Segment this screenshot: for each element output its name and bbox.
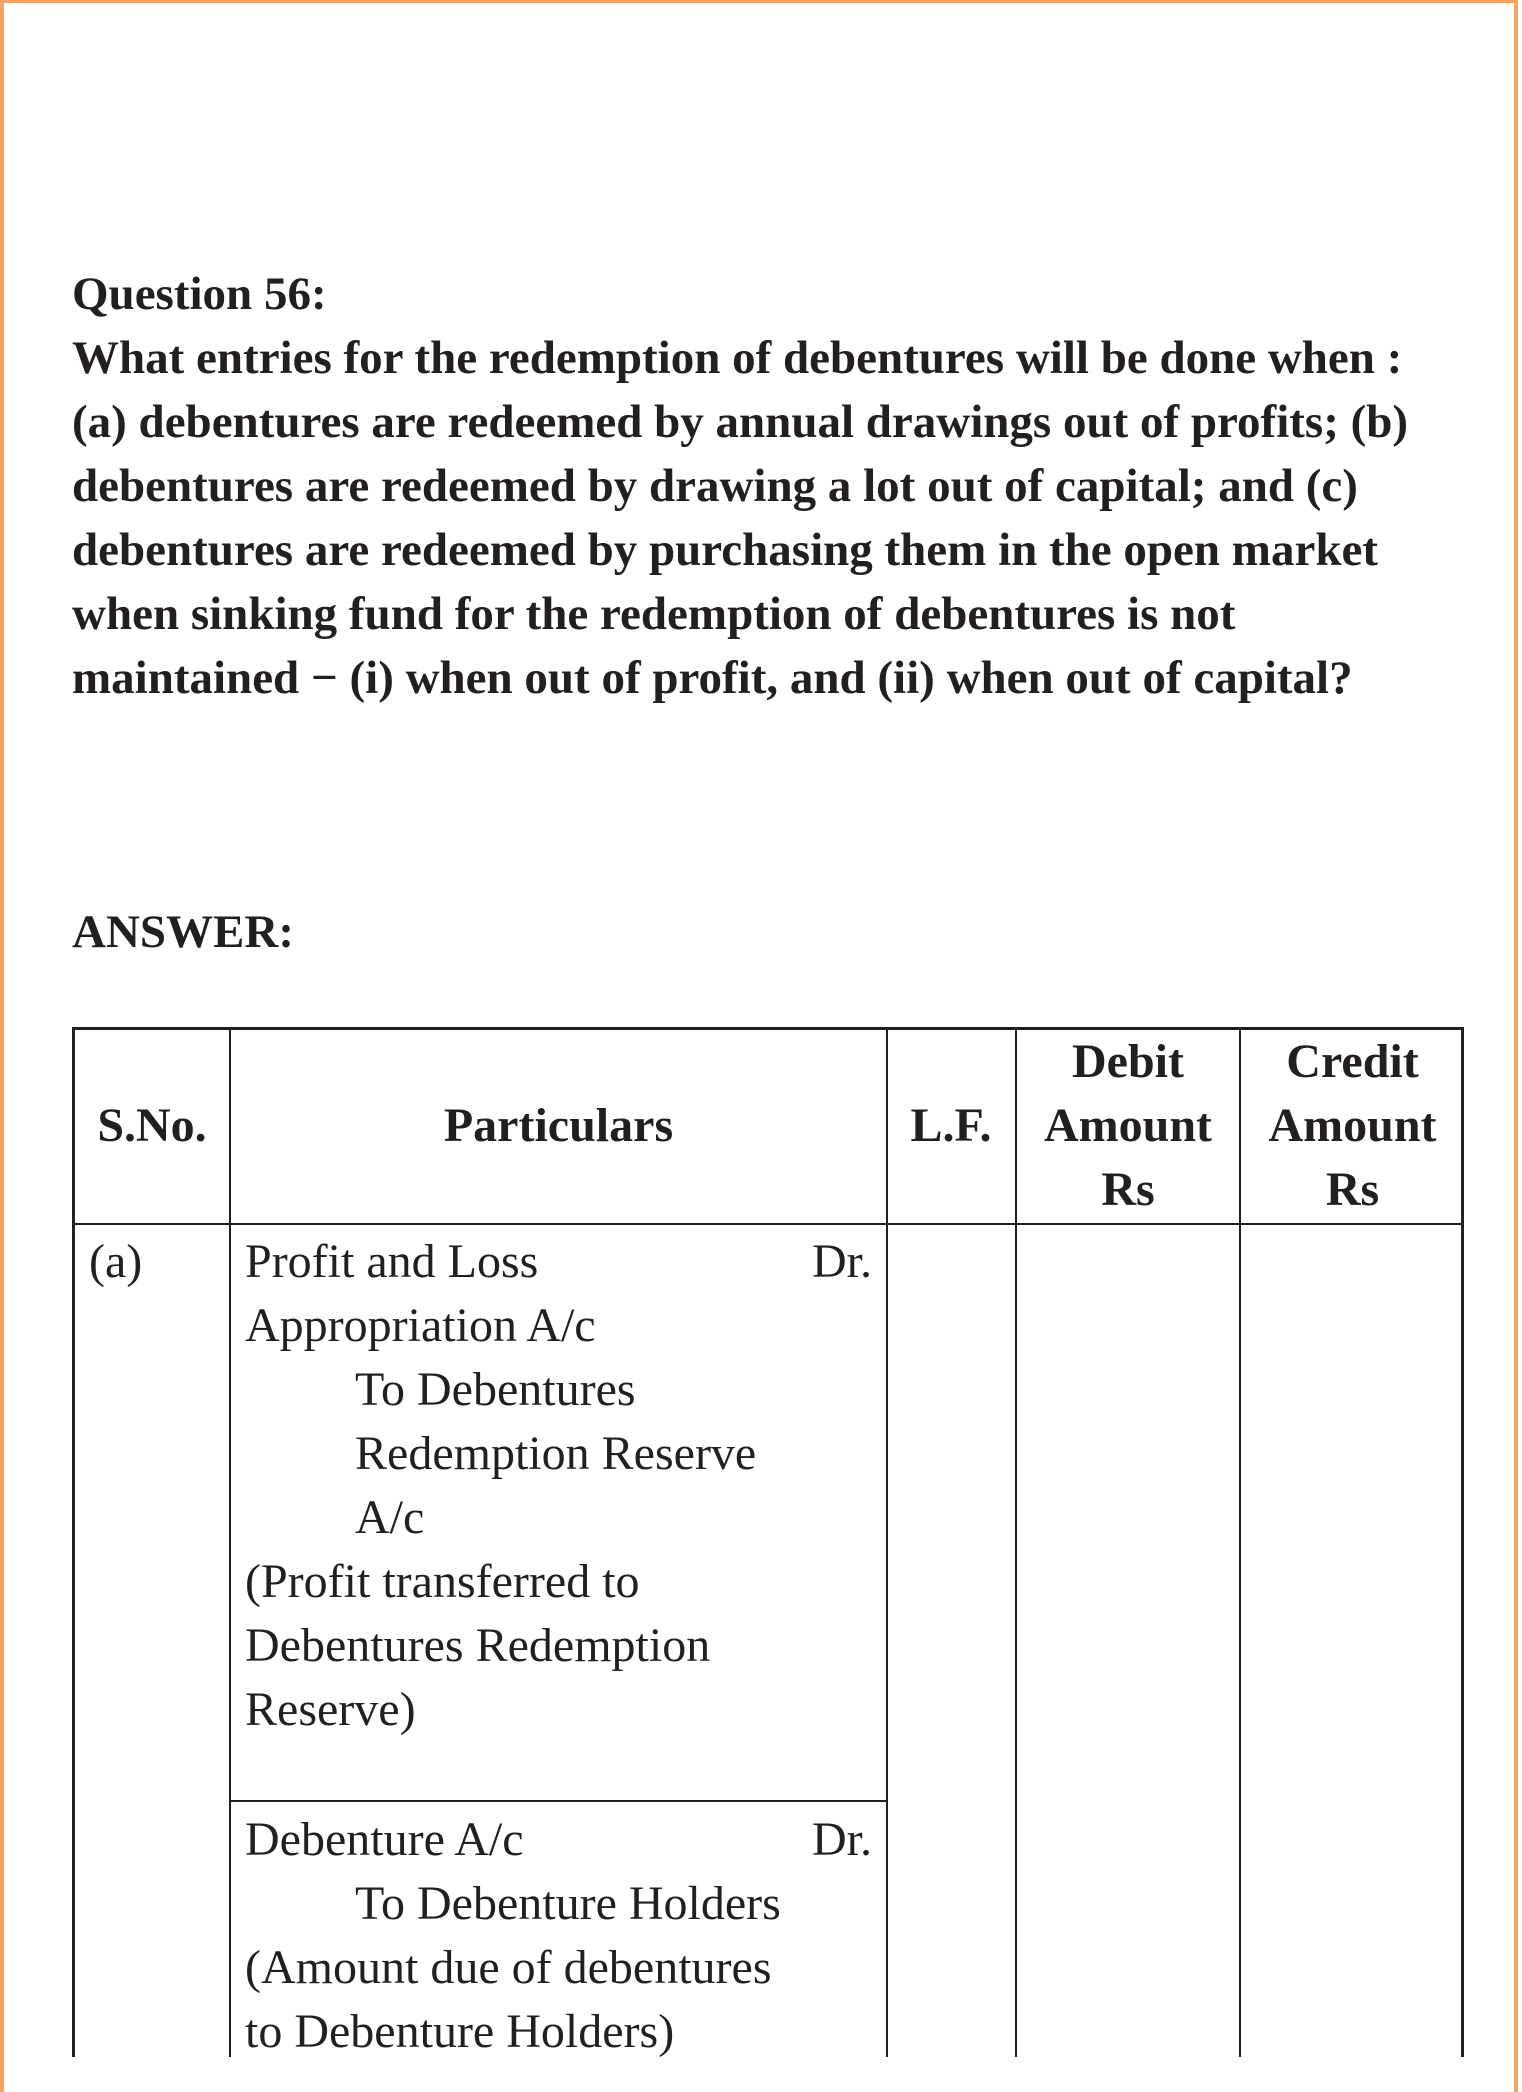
header-debit-line: Debit [1072, 1035, 1184, 1088]
entry-to-line: Redemption Reserve [355, 1427, 757, 1480]
entry-to-line: To Debentures [355, 1363, 636, 1416]
journal-entry [245, 1808, 872, 2064]
question-text: What entries for the redemption of debentures will be done when : (a) debentures are redeemed by annual drawings out of profits; (b) debentures are redeemed by drawing a lot out of capital; and (c) debentures are redeemed by purchasing them in the open market when sinking fund for the redemption of debentures is not maintained − (i) when out of profit, and (ii) when out of capital? [72, 332, 1409, 704]
narration-line: (Profit transferred to [245, 1555, 640, 1608]
narration-line: (Amount due of debentures [245, 1941, 772, 1994]
row-divider [229, 1800, 887, 1802]
header-debit [1017, 1030, 1239, 1222]
header-credit-line: Rs [1325, 1163, 1380, 1216]
entry-to-line: A/c [355, 1491, 425, 1544]
header-debit-line: Amount [1043, 1099, 1213, 1152]
header-credit-line: Amount [1268, 1099, 1437, 1152]
entry-to-line: To Debenture Holders [355, 1877, 781, 1930]
question-block [72, 262, 1452, 710]
entry-line: Debenture A/c [245, 1813, 524, 1866]
narration-line: Debentures Redemption [245, 1619, 711, 1672]
entry-line: Profit and Loss [245, 1235, 539, 1288]
narration-line: Reserve) [245, 1683, 416, 1736]
header-lf: L.F. [910, 1099, 992, 1152]
debit-marker: Dr. [812, 1235, 872, 1288]
header-sno: S.No. [97, 1099, 207, 1152]
header-particulars: Particulars [443, 1099, 674, 1152]
column-divider [229, 1030, 231, 2057]
journal-table [72, 1027, 1464, 2057]
column-divider [886, 1030, 888, 2057]
question-title: Question 56: [72, 268, 327, 320]
journal-entry [245, 1230, 872, 1742]
header-divider [75, 1223, 1461, 1225]
row-sno: (a) [89, 1235, 143, 1288]
debit-marker: Dr. [812, 1813, 872, 1866]
answer-label: ANSWER: [72, 906, 294, 958]
header-credit [1241, 1030, 1464, 1222]
entry-line: Appropriation A/c [245, 1299, 596, 1352]
narration-line: to Debenture Holders) [245, 2005, 675, 2058]
header-debit-line: Rs [1101, 1163, 1155, 1216]
header-credit-line: Credit [1286, 1035, 1419, 1088]
